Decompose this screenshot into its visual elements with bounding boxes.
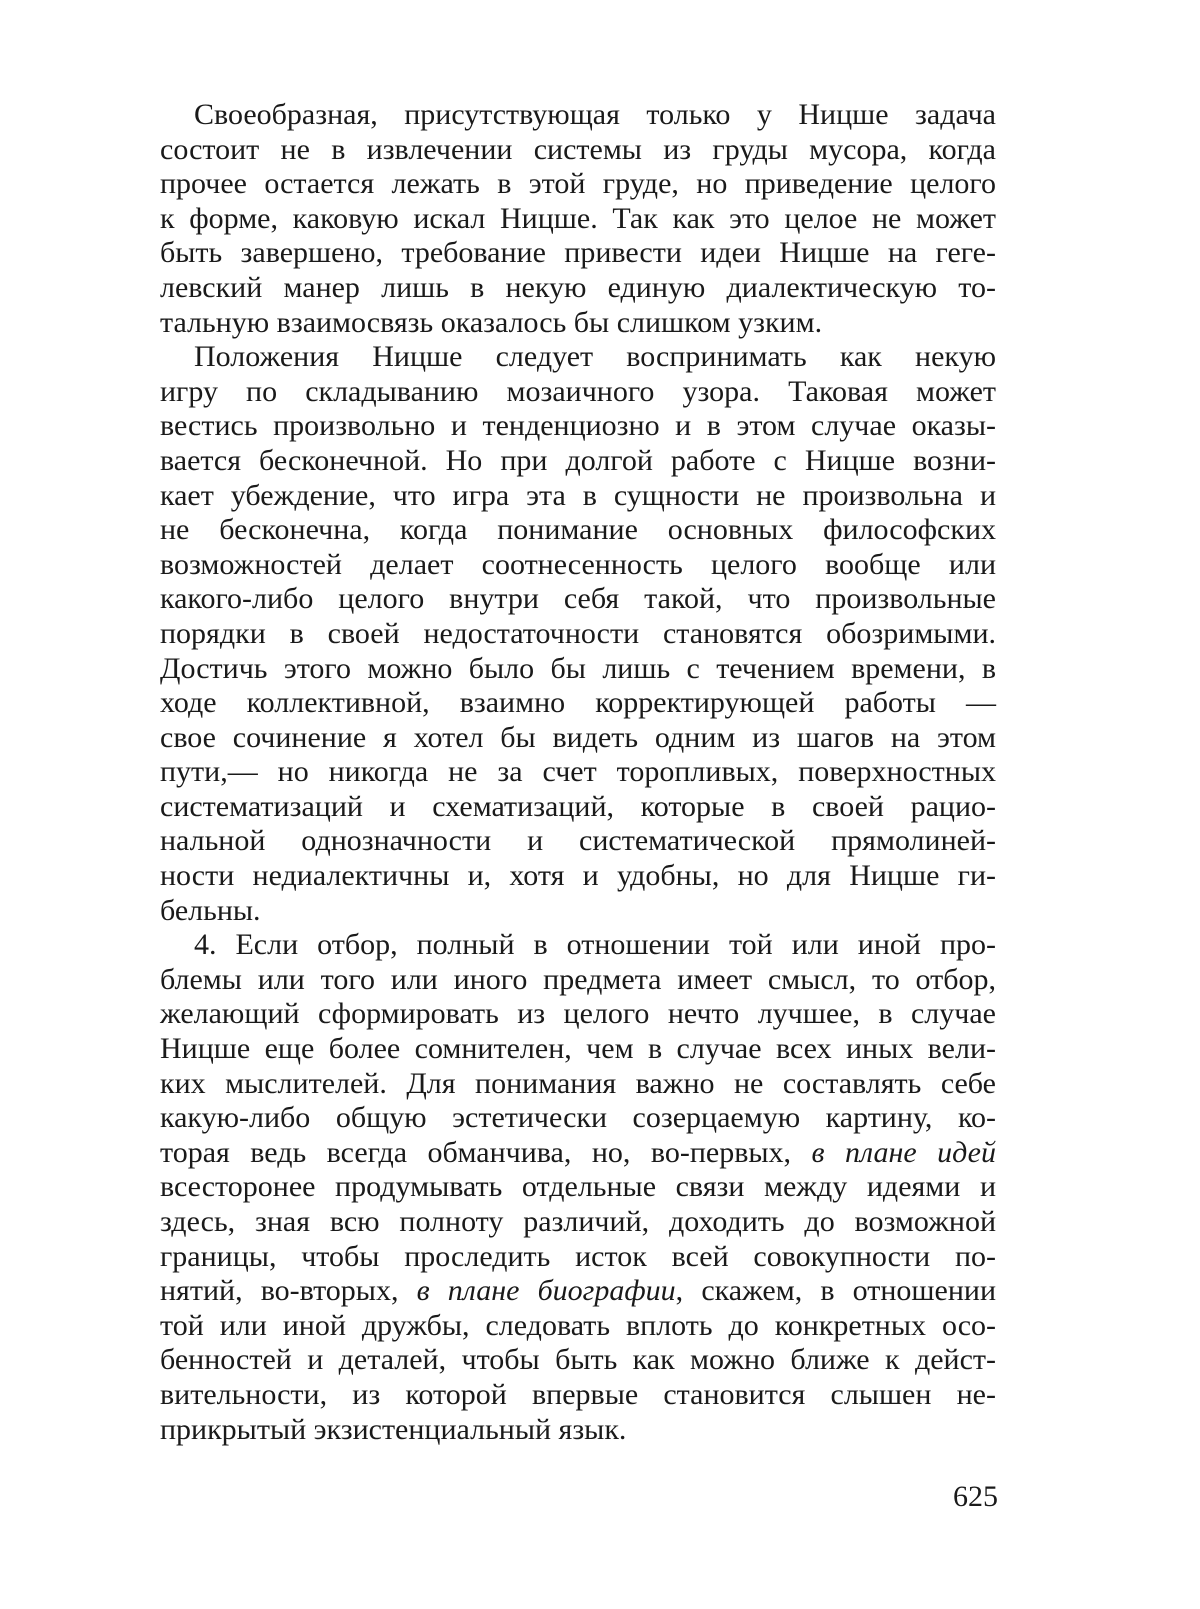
text-line: какого-либо целого внутри себя такой, что произвольные [160, 582, 996, 616]
text-line: всесторонее продумывать отдельные связи между идеями и [160, 1170, 996, 1204]
text-line: ходе коллективной, взаимно корректирующей работы — [160, 686, 996, 720]
text-line: блемы или того или иного предмета имеет смысл, то отбор, [160, 962, 996, 996]
text-segment: торая ведь всегда обманчива, но, во-первых, [160, 1135, 812, 1169]
text-line: систематизаций и схематизаций, которые в своей рацио- [160, 789, 996, 823]
text-line: прикрытый экзистенциальный язык. [160, 1412, 627, 1446]
paragraph-3 [160, 928, 996, 1447]
text-line: к форме, каковую искал Ницше. Так как это целое не может [160, 201, 996, 235]
text-line: вестись произвольно и тенденциозно и в этом случае оказы- [160, 409, 996, 443]
text-line: возможностей делает соотнесенность целого вообще или [160, 547, 996, 581]
text-line: быть завершено, требование привести идеи Ницше на геге- [160, 236, 996, 270]
text-line: не бесконечна, когда понимание основных философских [160, 513, 996, 547]
text-line: Своеобразная, присутствующая только у Ницше задача [194, 98, 996, 131]
text-line: Ницше еще более сомнителен, чем в случае всех иных вели- [160, 1032, 996, 1066]
text-line: левский манер лишь в некую единую диалектическую то- [160, 270, 996, 304]
text-line: ких мыслителей. Для понимания важно не составлять себе [160, 1066, 996, 1100]
text-line: бельны. [160, 893, 261, 927]
text-line: границы, чтобы проследить исток всей совокупности по- [160, 1239, 996, 1273]
text-line: кает убеждение, что игра эта в сущности не произвольна и [160, 478, 996, 512]
text-line: свое сочинение я хотел бы видеть одним из шагов на этом [160, 720, 996, 754]
paragraph-1 [160, 98, 996, 340]
italic-phrase: в плане идей [811, 1135, 996, 1169]
text-line-with-italic [160, 1274, 996, 1309]
text-line: вительности, из которой впервые становится слышен не- [160, 1377, 996, 1411]
text-line: вается бесконечной. Но при долгой работе с Ницше возни- [160, 443, 996, 477]
text-line: игру по складыванию мозаичного узора. Таковая может [160, 374, 996, 408]
text-line: Положения Ницше следует воспринимать как некую [194, 340, 996, 374]
text-line: состоит не в извлечении системы из груды мусора, когда [160, 132, 996, 166]
page-body [160, 98, 996, 1447]
text-line: бенностей и деталей, чтобы быть как можно ближе к дейст- [160, 1343, 996, 1377]
text-line: 4. Если отбор, полный в отношении той или иной про- [194, 928, 996, 962]
text-line-with-italic [160, 1136, 996, 1171]
text-line: тальную взаимосвязь оказалось бы слишком узким. [160, 305, 823, 339]
text-line: прочее остается лежать в этой груде, но приведение целого [160, 167, 996, 201]
text-line: здесь, зная всю полноту различий, доходить до возможной [160, 1205, 996, 1238]
text-line: нальной однозначности и систематической прямолиней- [160, 824, 996, 858]
italic-phrase: в плане биографии [416, 1274, 676, 1308]
page-number: 625 [953, 1480, 998, 1513]
text-segment: нятий, во-вторых, [160, 1274, 417, 1308]
paragraph-2 [160, 340, 996, 928]
text-line: той или иной дружбы, следовать вплоть до конкретных осо- [160, 1308, 996, 1342]
text-line: ности недиалектичны и, хотя и удобны, но для Ницше ги- [160, 859, 996, 893]
text-line: какую-либо общую эстетически созерцаемую картину, ко- [160, 1101, 996, 1135]
text-line: желающий сформировать из целого нечто лучшее, в случае [160, 997, 996, 1031]
text-line: порядки в своей недостаточности становятся обозримыми. [160, 616, 996, 650]
text-segment: , скажем, в отношении [675, 1274, 997, 1308]
text-line: Достичь этого можно было бы лишь с течением времени, в [160, 651, 996, 685]
text-line: пути,— но никогда не за счет торопливых, поверхностных [160, 755, 996, 789]
